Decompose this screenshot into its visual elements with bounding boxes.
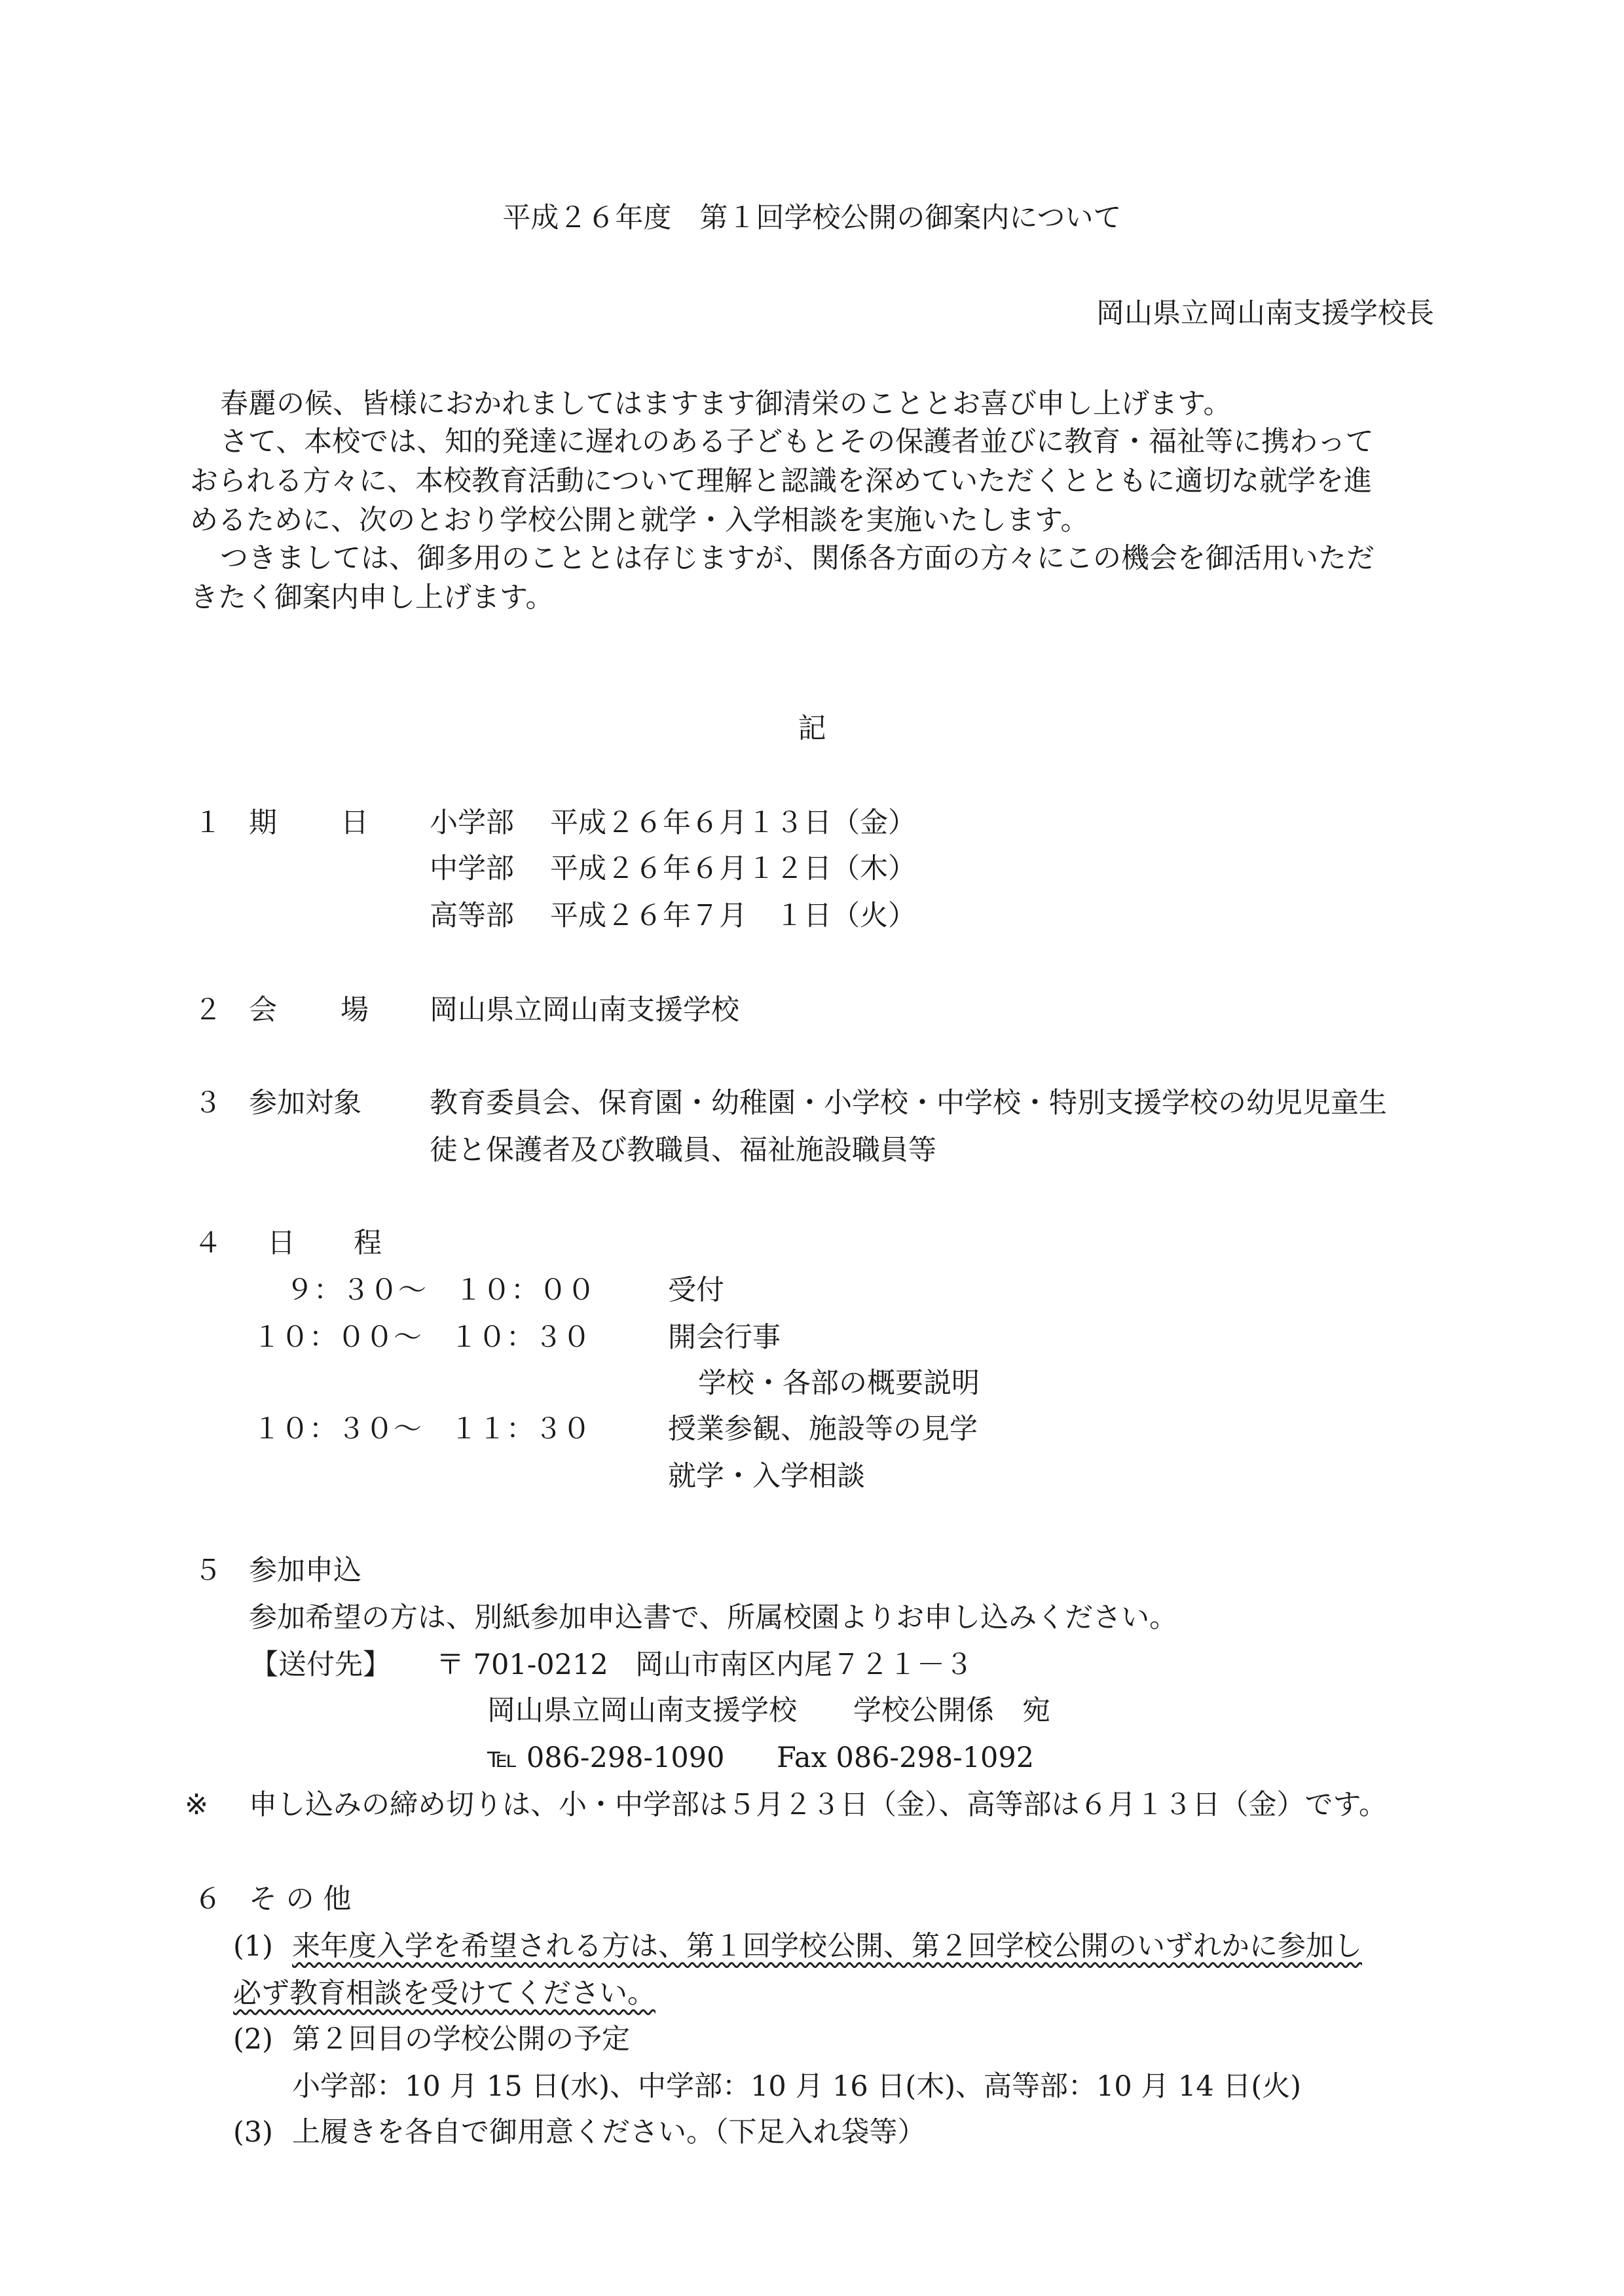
section-4-label-a: 日	[267, 1227, 295, 1260]
other-item-1-line-1: 来年度入学を希望される方は、第１回学校公開、第２回学校公開のいずれかに参加し	[292, 1930, 1362, 1963]
body-line-3: おられる方々に、本校教育活動について理解と認識を深めていただくとともに適切な就学を進	[190, 465, 1373, 498]
timetable-event: 学校・各部の概要説明	[698, 1367, 980, 1400]
address: 岡山市南区内尾７２１－３	[635, 1649, 973, 1681]
other-item-2-line-2: 小学部：10 月 15 日(水)、中学部：10 月 16 日(木)、高等部：10 月 14 日(火)	[292, 2070, 1301, 2103]
note-mark: ※	[185, 1789, 209, 1821]
section-4-label-b: 程	[354, 1227, 382, 1260]
other-item-3-number: (3)	[233, 2116, 273, 2149]
sender-name: 岡山県立岡山南支援学校長	[1096, 297, 1434, 330]
section-1-label-a: 期	[249, 807, 277, 839]
other-item-1-line-2: 必ず教育相談を受けてください。	[233, 1977, 655, 2010]
timetable-event: 授業参観、施設等の見学	[668, 1413, 978, 1446]
timetable-time: １０：００～ １０：３０	[253, 1321, 591, 1354]
schedule-date: 平成２６年６月１２日（木）	[550, 852, 916, 885]
section-6-label: そ の 他	[249, 1883, 352, 1916]
deadline-note: 申し込みの締め切りは、小・中学部は５月２３日（金）、高等部は６月１３日（金）です。	[249, 1789, 1388, 1821]
body-line-5: つきましては、御多用のこととは存じますが、関係各方面の方々にこの機会を御活用いただ	[220, 542, 1375, 575]
other-item-3-line-1: 上履きを各自で御用意ください。（下足入れ袋等）	[292, 2116, 926, 2149]
ki-mark: 記	[798, 712, 826, 745]
schedule-dept: 中学部	[430, 852, 514, 885]
timetable-time: ９：３０～ １０：００	[286, 1274, 595, 1307]
other-item-2-number: (2)	[233, 2023, 273, 2056]
section-5-label: 参加申込	[249, 1554, 361, 1587]
fax-number: Fax 086-298-1092	[777, 1741, 1035, 1774]
section-2-number: ２	[194, 994, 222, 1027]
application-instruction: 参加希望の方は、別紙参加申込書で、所属校園よりお申し込みください。	[249, 1601, 1178, 1634]
section-2-label-a: 会	[249, 994, 277, 1027]
schedule-date: 平成２６年６月１３日（金）	[550, 807, 916, 839]
body-line-1: 春麗の候、皆様におかれましてはますます御清栄のこととお喜び申し上げます。	[220, 388, 1232, 420]
section-2-label-b: 場	[341, 994, 369, 1027]
section-3-label: 参加対象	[249, 1087, 361, 1120]
postal-code: 〒 701-0212	[436, 1649, 608, 1681]
tel-number: ℡ 086-298-1090	[487, 1741, 725, 1774]
body-line-6: きたく御案内申し上げます。	[190, 581, 554, 614]
document-title: 平成２６年度 第１回学校公開の御案内について	[502, 202, 1122, 234]
other-item-1-number: (1)	[233, 1930, 273, 1963]
section-1-label-b: 日	[341, 807, 369, 839]
schedule-dept: 小学部	[430, 807, 514, 839]
section-4-number: ４	[194, 1227, 222, 1260]
timetable-time: １０：３０～ １１：３０	[253, 1413, 591, 1446]
recipient: 岡山県立岡山南支援学校 学校公開係 宛	[487, 1694, 1050, 1727]
timetable-event: 就学・入学相談	[668, 1460, 865, 1493]
other-item-2-line-1: 第２回目の学校公開の予定	[292, 2023, 630, 2056]
section-6-number: ６	[194, 1883, 222, 1916]
venue-name: 岡山県立岡山南支援学校	[430, 994, 739, 1027]
timetable-event: 開会行事	[668, 1321, 781, 1354]
section-3-number: ３	[194, 1087, 222, 1120]
timetable-event: 受付	[668, 1274, 724, 1307]
participants-line-2: 徒と保護者及び教職員、福祉施設職員等	[430, 1134, 936, 1167]
schedule-dept: 高等部	[430, 900, 514, 932]
body-line-4: めるために、次のとおり学校公開と就学・入学相談を実施いたします。	[190, 504, 1089, 537]
section-1-number: １	[194, 807, 222, 839]
schedule-date: 平成２６年７月 １日（火）	[550, 900, 916, 932]
section-5-number: ５	[194, 1554, 222, 1587]
participants-line-1: 教育委員会、保育園・幼稚園・小学校・中学校・特別支援学校の幼児児童生	[430, 1087, 1387, 1120]
body-line-2: さて、本校では、知的発達に遅れのある子どもとその保護者並びに教育・福祉等に携わって	[220, 426, 1374, 458]
sendto-label: 【送付先】	[250, 1649, 391, 1681]
